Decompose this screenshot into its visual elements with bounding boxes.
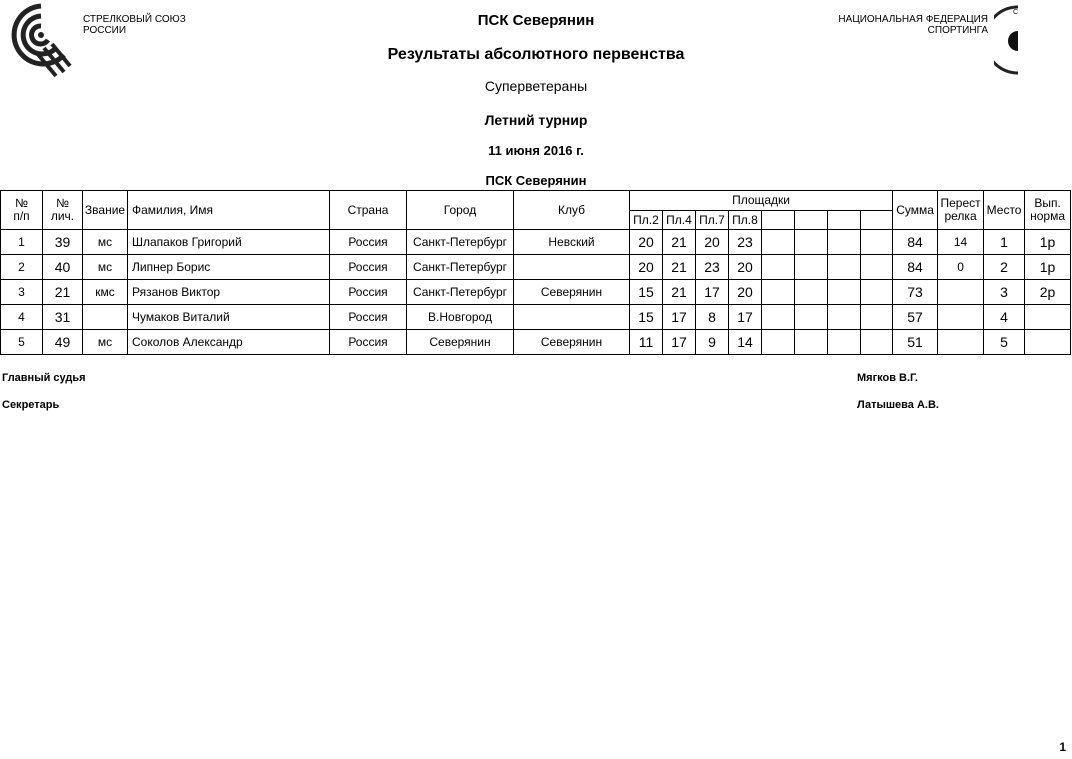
cell-range-score: 23 [696, 255, 729, 280]
cell-range-score: 17 [729, 305, 762, 330]
cell-range-empty [828, 280, 861, 305]
cell-range-empty [795, 305, 828, 330]
cell-country: Россия [330, 230, 407, 255]
range-header: Пл.2 [630, 211, 663, 230]
cell-range-score: 15 [630, 280, 663, 305]
cell-range-empty [762, 330, 795, 355]
cell-rank: мс [83, 255, 128, 280]
cell-place: 5 [984, 330, 1025, 355]
header-row [1, 191, 1071, 211]
col-np: № п/п [1, 191, 43, 230]
cell-range-empty [861, 305, 893, 330]
range-header: Пл.8 [729, 211, 762, 230]
cell-sum: 84 [893, 230, 938, 255]
cell-range-score: 20 [696, 230, 729, 255]
cell-range-score: 17 [663, 330, 696, 355]
cell-range-empty [795, 230, 828, 255]
cell-club [514, 305, 630, 330]
cell-club: Северянин [514, 280, 630, 305]
col-place: Место [984, 191, 1025, 230]
cell-norm: 1р [1025, 230, 1071, 255]
cell-range-empty [762, 255, 795, 280]
cell-rank: мс [83, 230, 128, 255]
svg-text:С: С [1013, 9, 1019, 16]
cell-rank: кмс [83, 280, 128, 305]
range-header-empty [762, 211, 795, 230]
cell-country: Россия [330, 280, 407, 305]
cell-place: 1 [984, 230, 1025, 255]
cell-norm [1025, 305, 1071, 330]
cell-city: В.Новгород [407, 305, 514, 330]
cell-np: 2 [1, 255, 43, 280]
cell-range-score: 21 [663, 230, 696, 255]
category: Суперветераны [484, 78, 588, 94]
cell-range-score: 17 [696, 280, 729, 305]
cell-np: 5 [1, 330, 43, 355]
cell-norm [1025, 330, 1071, 355]
cell-sum: 57 [893, 305, 938, 330]
col-country: Страна [330, 191, 407, 230]
cell-np: 4 [1, 305, 43, 330]
cell-city: Санкт-Петербург [407, 230, 514, 255]
chief-judge-name: Мягков В.Г. [857, 372, 918, 384]
chief-judge-label: Главный судья [2, 372, 86, 384]
col-sum: Сумма [893, 191, 938, 230]
cell-sum: 73 [893, 280, 938, 305]
cell-name: Шлапаков Григорий [128, 230, 330, 255]
cell-range-score: 20 [630, 255, 663, 280]
cell-range-score: 8 [696, 305, 729, 330]
org-right-line1: НАЦИОНАЛЬНАЯ ФЕДЕРАЦИЯ [838, 14, 988, 25]
cell-name: Соколов Александр [128, 330, 330, 355]
cell-range-empty [861, 330, 893, 355]
cell-place: 2 [984, 255, 1025, 280]
cell-shootoff [938, 305, 984, 330]
cell-name: Липнер Борис [128, 255, 330, 280]
page-number: 1 [1059, 740, 1066, 754]
results-table [0, 190, 1071, 355]
cell-range-empty [828, 305, 861, 330]
cell-range-empty [828, 255, 861, 280]
table-row [1, 305, 1071, 330]
tournament-name: Летний турнир [484, 112, 588, 128]
org-left-line2: РОССИИ [83, 25, 127, 36]
cell-range-empty [795, 330, 828, 355]
cell-club: Северянин [514, 330, 630, 355]
table-row [1, 330, 1071, 355]
venue: ПСК Северянин [485, 173, 587, 188]
cell-name: Чумаков Виталий [128, 305, 330, 330]
cell-shootoff: 0 [938, 255, 984, 280]
table-row [1, 230, 1071, 255]
cell-range-score: 20 [729, 255, 762, 280]
secretary-label: Секретарь [2, 399, 60, 411]
cell-range-score: 23 [729, 230, 762, 255]
cell-range-score: 21 [663, 255, 696, 280]
cell-lic: 21 [43, 280, 83, 305]
org-right-line2: СПОРТИНГА [927, 25, 988, 36]
cell-range-score: 15 [630, 305, 663, 330]
table-row [1, 280, 1071, 305]
cell-shootoff [938, 330, 984, 355]
cell-rank: мс [83, 330, 128, 355]
cell-sum: 51 [893, 330, 938, 355]
cell-rank [83, 305, 128, 330]
col-ranges: Площадки [630, 191, 893, 211]
range-header: Пл.4 [663, 211, 696, 230]
cell-range-empty [861, 230, 893, 255]
cell-range-score: 21 [663, 280, 696, 305]
cell-lic: 31 [43, 305, 83, 330]
cell-lic: 40 [43, 255, 83, 280]
cell-range-empty [828, 230, 861, 255]
cell-shootoff: 14 [938, 230, 984, 255]
cell-range-score: 9 [696, 330, 729, 355]
org-left-line1: СТРЕЛКОВЫЙ СОЮЗ [83, 14, 186, 25]
cell-country: Россия [330, 305, 407, 330]
col-lic: № лич. [43, 191, 83, 230]
range-header-empty [828, 211, 861, 230]
cell-np: 1 [1, 230, 43, 255]
cell-place: 4 [984, 305, 1025, 330]
cell-range-score: 20 [729, 280, 762, 305]
cell-city: Северянин [407, 330, 514, 355]
cell-name: Рязанов Виктор [128, 280, 330, 305]
club-title: ПСК Северянин [477, 12, 595, 29]
range-header-empty [861, 211, 893, 230]
range-header: Пл.7 [696, 211, 729, 230]
cell-lic: 49 [43, 330, 83, 355]
cell-range-empty [861, 280, 893, 305]
cell-range-score: 14 [729, 330, 762, 355]
col-norm: Вып. норма [1025, 191, 1071, 230]
event-date: 11 июня 2016 г. [488, 143, 584, 158]
cell-country: Россия [330, 255, 407, 280]
col-name: Фамилия, Имя [128, 191, 330, 230]
col-club: Клуб [514, 191, 630, 230]
col-rank: Звание [83, 191, 128, 230]
cell-city: Санкт-Петербург [407, 255, 514, 280]
cell-sum: 84 [893, 255, 938, 280]
cell-np: 3 [1, 280, 43, 305]
cell-range-score: 20 [630, 230, 663, 255]
cell-club [514, 255, 630, 280]
table-row [1, 255, 1071, 280]
cell-city: Санкт-Петербург [407, 280, 514, 305]
cell-range-empty [795, 255, 828, 280]
col-city: Город [407, 191, 514, 230]
secretary-name: Латышева А.В. [857, 399, 939, 411]
cell-place: 3 [984, 280, 1025, 305]
range-header-empty [795, 211, 828, 230]
cell-shootoff [938, 280, 984, 305]
col-shootoff: Перест релка [938, 191, 984, 230]
cell-norm: 2р [1025, 280, 1071, 305]
cell-range-empty [762, 230, 795, 255]
page-title: Результаты абсолютного первенства [387, 46, 685, 63]
cell-range-empty [828, 330, 861, 355]
cell-norm: 1р [1025, 255, 1071, 280]
cell-range-score: 11 [630, 330, 663, 355]
cell-range-empty [762, 305, 795, 330]
cell-range-empty [795, 280, 828, 305]
cell-club: Невский [514, 230, 630, 255]
cell-lic: 39 [43, 230, 83, 255]
cell-range-score: 17 [663, 305, 696, 330]
cell-country: Россия [330, 330, 407, 355]
cell-range-empty [762, 280, 795, 305]
cell-range-empty [861, 255, 893, 280]
